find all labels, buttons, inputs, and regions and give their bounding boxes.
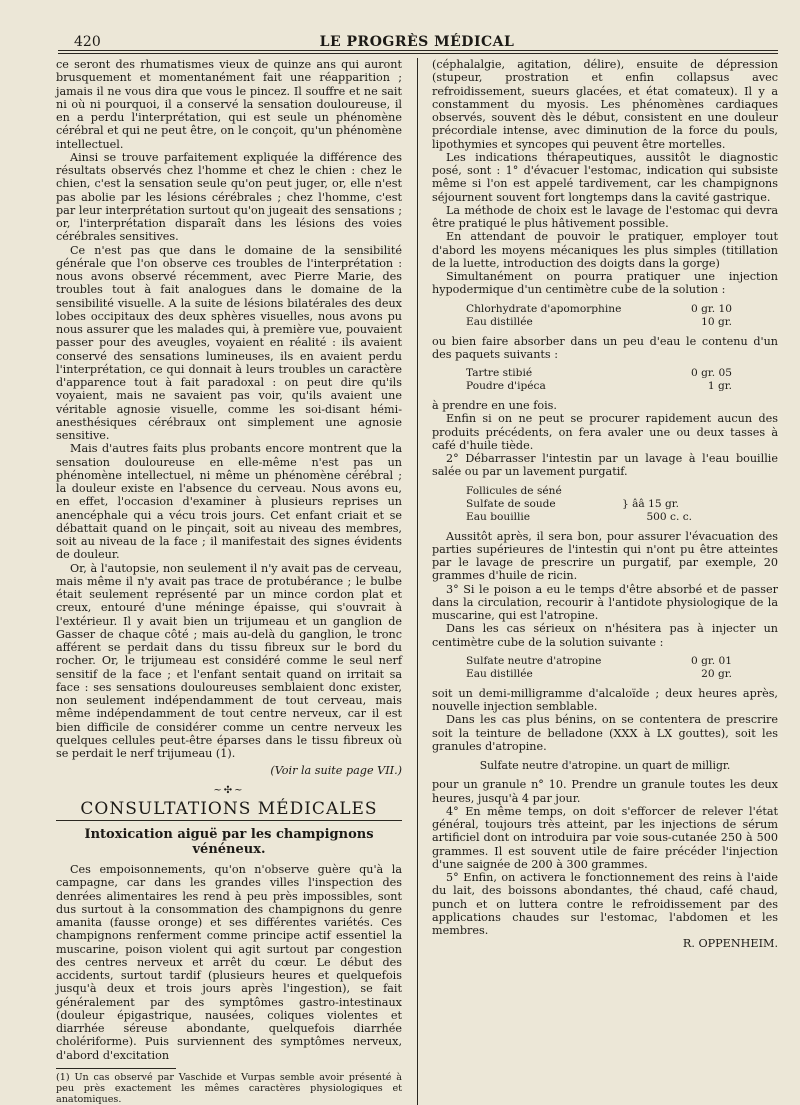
ingredient-name: Sulfate neutre d'atropine — [466, 654, 602, 667]
paragraph: Ainsi se trouve parfaitement expliquée la différence des résultats observés chez l'homme et chez le chien : chez le chien, c'est la sensation seule qu'on peut juger, or, elle n'est pas abolie par les lésions cérébrales ; chez l'homme, c'est par leur interprétation surtout qu'on jugeait des sensations ; or, l'interprétation disparaît dans les lésions des voies cérébrales sensitives. — [56, 150, 402, 244]
ingredient-name: Poudre d'ipéca — [466, 380, 546, 392]
paragraph: La méthode de choix est le lavage de l'estomac qui devra être pratiqué le plus hâtivement possible. — [432, 203, 778, 230]
ingredient-dose: 1 gr. — [707, 380, 732, 392]
prescription-formula — [466, 367, 778, 393]
paragraph: 4° En même temps, on doit s'efforcer de relever l'état général, toujours très atteint, par les injections de sérum artificiel dont on introduira par voie sous-cutanée 250 à 500 grammes. Il est souvent utile de faire précéder l'injection d'une saignée de 200 à 300 grammes. — [432, 804, 778, 871]
formula-row — [466, 511, 778, 524]
prescription-formula — [466, 485, 778, 524]
paragraph: Ces empoisonnements, qu'on n'observe guère qu'à la campagne, car dans les grandes villes l'inspection des denrées alimentaires les rend à peu près impossibles, sont dus surtout à la consommation des champignons du genre amanita (fausse oronge) et ses différentes variétés. Ces champignons renferment comme principe actif essentiel la muscarine, poison violent qui agit surtout par congestion des centres nerveux et arrêt du cœur. Le début des accidents, surtout tardif (plusieurs heures et quelquefois jusqu'à deux et trois jours après l'ingestion), se fait généralement par des symptômes gastro-intestinaux (douleur épigastrique, nausées, coliques violentes et diarrhée séreuse abondante, quelquefois diarrhée cholériforme). Puis surviennent des symptômes nerveux, d'abord d'excitation — [56, 863, 402, 1062]
paragraph: à prendre en une fois. — [432, 399, 557, 412]
footnote-rule — [56, 1068, 176, 1069]
paragraph: Mais d'autres faits plus probants encore montrent que la sensation douloureuse en elle-même n'est pas un phénomène intellectuel, ni même un phénomène cérébral ; la douleur existe en l'absence du cerveau. Nous avons eu, en effet, l'occasion d'examiner à plusieurs reprises un anencéphale qui a vécu trois jours. Cet enfant criait et se débattait quand on le pinçait, soit au niveau des membres, soit au niveau de la face ; il manifestait des signes évidents de douleur. — [56, 442, 402, 562]
formula-row — [466, 655, 778, 668]
signature-line — [432, 937, 778, 950]
formula-row — [466, 498, 778, 511]
ingredient-dose: 0 gr. 05 — [690, 367, 732, 379]
footnote: (1) Un cas observé par Vaschide et Vurpas semble avoir présenté à peu près exactement les mêmes caractères physiologiques et anatomiques. — [56, 1071, 402, 1105]
column-divider — [417, 58, 418, 1105]
section-heading: CONSULTATIONS MÉDICALES — [56, 803, 402, 821]
prescription-line: Sulfate neutre d'atropine. un quart de milligr. — [479, 759, 731, 772]
formula-row — [466, 485, 778, 498]
paragraph: Dans les cas sérieux on n'hésitera pas à injecter un centimètre cube de la solution suivante : — [432, 622, 778, 649]
paragraph: Enfin si on ne peut se procurer rapidement aucun des produits précédents, on fera avaler une ou deux tasses à café d'huile tiède. — [432, 412, 778, 452]
article-title: Intoxication aiguë par les champignons vénéneux. — [84, 827, 374, 857]
header-rule — [58, 50, 778, 54]
formula-row — [466, 367, 778, 380]
two-column-body — [56, 58, 778, 1105]
left-column — [56, 58, 402, 1105]
ingredient-name: Sulfate de soude — [466, 497, 556, 510]
paragraph: En attendant de pouvoir le pratiquer, employer tout d'abord les moyens mécaniques les plus simples (titillation de la luette, introduction des doigts dans la gorge) — [432, 230, 778, 270]
ingredient-dose: 500 c. c. — [646, 510, 692, 523]
ingredient-name: Eau distillée — [466, 667, 533, 680]
paragraph: ou bien faire absorber dans un peu d'eau le contenu d'un des paquets suivants : — [432, 334, 778, 361]
continuation-note: (Voir la suite page VII.) — [270, 764, 402, 778]
ingredient-dose: 20 gr. — [701, 667, 732, 680]
ingredient-dose: 0 gr. 10 — [690, 302, 732, 315]
prescription-formula — [466, 303, 778, 329]
paragraph: pour un granule n° 10. Prendre un granule toutes les deux heures, jusqu'à 4 par jour. — [432, 778, 778, 805]
paragraph: (céphalalgie, agitation, délire), ensuite de dépression (stupeur, prostration et enfin collapsus avec refroidissement, sueurs glacées, et état comateux). Il y a constamment du myosis. Les phénomènes cardiaques observés, souvent dès le début, consistent en une douleur précordiale intense, avec diminution de la force du pouls, lipothymies et syncopes qui peuvent être mortelles. — [432, 58, 778, 151]
prescription-formula — [466, 655, 778, 681]
paragraph: Ce n'est pas que dans le domaine de la sensibilité générale que l'on observe ces troubles de l'interprétation : nous avons observé récemment, avec Pierre Marie, des troubles tout à fait analogues dans le domaine de la sensibilité visuelle. A la suite de lésions bilatérales des deux lobes occipitaux des deux sphères visuelles, nous avons pu nous assurer que les malades qui, à première vue, pouvaient passer pour des aveugles, voyaient en réalité : ils avaient conservé des sensations lumineuses, ils en avaient perdu l'interprétation, ce qui donnait à leurs troubles un caractère d'apparence tout à fait paradoxal : on peut dire qu'ils voyaient, mais ne savaient pas voir, qu'ils avaient une véritable agnosie visuelle, comme les soi-disant hémi-anesthésiques cérébraux ont simplement une agnosie sensitive. — [56, 243, 402, 442]
paragraph: ce seront des rhumatismes vieux de quinze ans qui auront brusquement et momentanément fait une réapparition ; jamais il ne vous dira que vous le pincez. Il souffre et ne sait ni où ni pourquoi, il a conservé la sensation douloureuse, il en a perdu l'interprétation, qui est seule un phénomène cérébral et qui ne peut être, on le conçoit, qu'un phénomène intellectuel. — [56, 58, 402, 151]
running-head — [56, 26, 778, 50]
paragraph: Aussitôt après, il sera bon, pour assurer l'évacuation des parties supérieures de l'intestin qui n'ont pu être atteintes par le lavage de prescrire un purgatif, par exemple, 20 grammes d'huile de ricin. — [432, 529, 778, 583]
ingredient-dose: 0 gr. 01 — [690, 654, 732, 667]
formula-row — [466, 380, 778, 393]
ingredient-name: Eau distillée — [466, 315, 533, 328]
ingredient-name: Eau bouillie — [466, 510, 531, 523]
formula-row — [466, 668, 778, 681]
paragraph: Les indications thérapeutiques, aussitôt le diagnostic posé, sont : 1° d'évacuer l'estomac, indication qui subsiste même si l'on est appelé tardivement, car les champignons séjournent souvent fort longtemps dans la cavité gastrique. — [432, 150, 778, 204]
ingredient-name: Tartre stibié — [466, 367, 533, 379]
ingredient-dose: } ââ 15 gr. — [622, 497, 680, 510]
formula-row — [466, 303, 778, 316]
author-signature: R. OPPENHEIM. — [682, 937, 778, 951]
paragraph: Or, à l'autopsie, non seulement il n'y avait pas de cerveau, mais même il n'y avait pas trace de protubérance ; le bulbe était seulement représenté par un mince cordon plat et creux, entouré d'une méninge épaisse, qui s'ouvrait à l'extérieur. Il y avait bien un trijumeau et un ganglion de Gasser de chaque côté ; mais au-delà du ganglion, le tronc afférent se perdait dans du tissu fibreux sur le bord du rocher. Or, le trijumeau est considéré comme le seul nerf sensitif de la face ; et l'enfant sentait quand on irritait sa face : ses sensations douloureuses semblaient donc exister, non seulement indépendamment de tout cerveau, mais même indépendamment de tout centre nerveux, car il est bien difficile de considérer comme un centre nerveux les quelques cellules peut-être éparses dans le tissu fibreux où se perdait le nerf trijumeau (1). — [56, 561, 402, 760]
ingredient-dose — [616, 485, 692, 498]
paragraph: 5° Enfin, on activera le fonctionnement des reins à l'aide du lait, des boissons abondantes, thé chaud, café chaud, punch et on luttera contre le refroidissement par des applications chaudes sur l'estomac, l'abdomen et les membres. — [432, 871, 778, 937]
paragraph: Simultanément on pourra pratiquer une injection hypodermique d'un centimètre cube de la solution : — [432, 270, 778, 297]
paragraph: 2° Débarrasser l'intestin par un lavage à l'eau bouillie salée ou par un lavement purgatif. — [432, 452, 778, 479]
paragraph: 3° Si le poison a eu le temps d'être absorbé et de passer dans la circulation, recourir à l'antidote physiologique de la muscarine, qui est l'atropine. — [432, 582, 778, 622]
right-column — [432, 58, 778, 951]
page-number: 420 — [74, 34, 101, 50]
paragraph: Dans les cas plus bénins, on se contentera de prescrire soit la teinture de belladone (XXX à LX gouttes), soit les granules d'atropine. — [432, 713, 778, 753]
ingredient-dose: 10 gr. — [701, 315, 732, 328]
ingredient-name: Chlorhydrate d'apomorphine — [466, 302, 622, 315]
ingredient-name: Follicules de séné — [466, 484, 562, 497]
ornament-divider: ~✣~ — [213, 784, 245, 796]
formula-row — [466, 316, 778, 329]
paragraph: soit un demi-milligramme d'alcaloïde ; deux heures après, nouvelle injection semblable. — [432, 686, 778, 713]
journal-title: LE PROGRÈS MÉDICAL — [319, 34, 515, 50]
